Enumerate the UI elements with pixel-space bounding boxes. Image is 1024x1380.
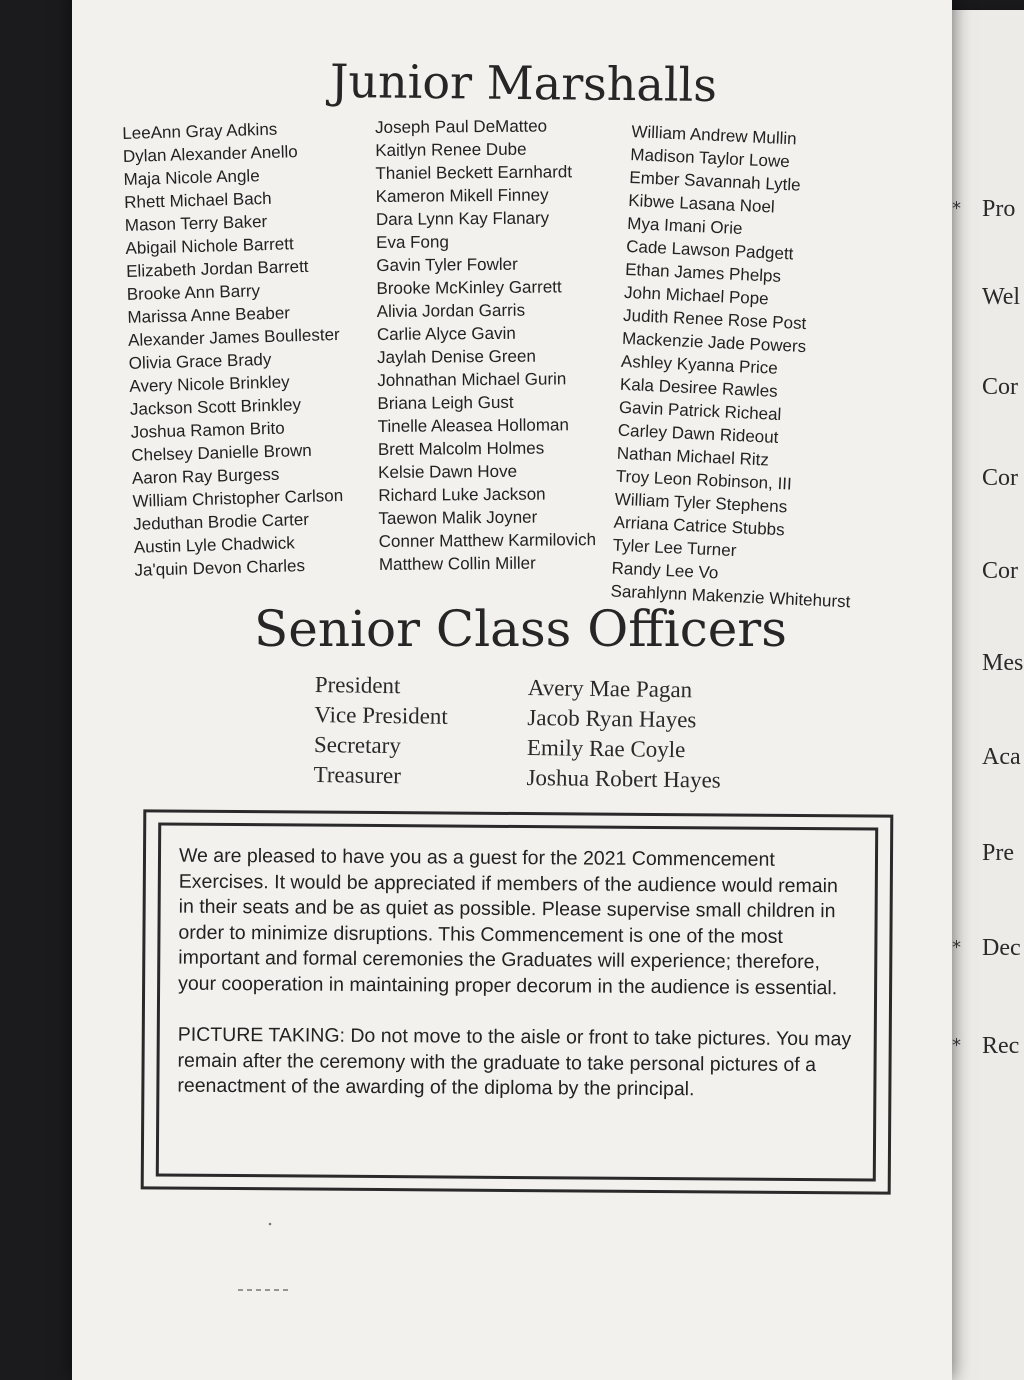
senior-class-officers-title: Senior Class Officers <box>254 600 787 658</box>
print-speck-mark <box>238 1287 294 1293</box>
notice-paragraph-decorum: We are pleased to have you as a guest for the 2021 Commencement Exercises. It would be appreciated if members of the audience would remain in their seats and be as quiet as possible. Please supervise small children in order to minimize disruptions. This Commencement is one of the most important and formal ceremonies the Graduates will experience; therefore, your cooperation in maintaining proper decorum in the audience is essential. <box>178 844 838 999</box>
marshall-name: Thaniel Beckett Earnhardt <box>375 162 573 183</box>
marshall-name: Mason Terry Baker <box>124 211 268 235</box>
marshall-name: Mya Imani Orie <box>626 213 743 239</box>
officer-row <box>313 762 721 798</box>
marshall-name: John Michael Pope <box>623 282 770 309</box>
program-item-fragment: Pro <box>982 196 1016 222</box>
marshall-name: Jeduthan Brodie Carter <box>132 509 310 534</box>
officer-role: Treasurer <box>313 761 402 789</box>
audience-notice-box <box>141 809 894 1194</box>
officer-name: Jacob Ryan Hayes <box>527 704 697 733</box>
marshall-name: William Christopher Carlson <box>132 485 344 511</box>
marshall-name: Marissa Anne Beaber <box>127 303 291 327</box>
marshall-name: Dara Lynn Kay Flanary <box>375 208 550 229</box>
program-item-fragment: Cor <box>982 465 1018 491</box>
star-icon: * <box>952 198 961 219</box>
marshalls-column-3 <box>610 120 872 613</box>
marshall-name: Kameron Mikell Finney <box>375 185 549 206</box>
marshall-name: William Tyler Stephens <box>614 489 788 517</box>
marshall-name: Brooke Ann Barry <box>126 281 261 304</box>
marshall-name: Randy Lee Vo <box>611 558 719 583</box>
marshall-name: Ashley Kyanna Price <box>620 351 779 378</box>
marshall-name: Jackson Scott Brinkley <box>129 395 302 419</box>
marshall-name: Tinelle Aleasea Holloman <box>377 415 569 436</box>
officer-role: Secretary <box>313 731 401 759</box>
marshall-name: Ethan James Phelps <box>624 259 782 286</box>
officer-name: Emily Rae Coyle <box>526 734 686 763</box>
marshall-name: Alexander James Boullester <box>127 325 340 350</box>
marshall-name: Carley Dawn Rideout <box>617 420 779 447</box>
program-item-fragment: Mes <box>982 650 1024 676</box>
marshall-name: Troy Leon Robinson, III <box>615 466 793 494</box>
marshall-name: Kibwe Lasana Noel <box>627 190 776 217</box>
marshall-name: Ember Savannah Lytle <box>628 167 802 195</box>
marshall-name: Judith Renee Rose Post <box>622 305 807 334</box>
program-item-fragment: Aca <box>982 744 1021 770</box>
marshall-name: Sarahlynn Makenzie Whitehurst <box>610 581 851 612</box>
marshall-name: Brooke McKinley Garrett <box>376 277 562 298</box>
marshall-name: Austin Lyle Chadwick <box>133 533 296 557</box>
marshall-name: Conner Matthew Karmilovich <box>378 530 597 551</box>
marshall-name: Matthew Collin Miller <box>378 553 536 574</box>
program-item-fragment: Pre <box>982 840 1014 866</box>
notice-paragraph-picture-taking: PICTURE TAKING: Do not move to the aisle or front to take pictures. You may remain after the ceremony with the graduate to take personal pictures of a reenactment of the awarding of the diploma by the principal. <box>177 1023 852 1101</box>
marshall-name: LeeAnn Gray Adkins <box>122 119 278 143</box>
marshall-name: Kala Desiree Rawles <box>619 374 779 401</box>
marshall-name: Rhett Michael Bach <box>123 188 272 212</box>
marshall-name: Maja Nicole Angle <box>123 166 260 189</box>
marshall-name: Olivia Grace Brady <box>128 349 272 373</box>
program-item-fragment: Cor <box>982 558 1018 584</box>
program-item-fragment: Dec <box>982 935 1021 961</box>
marshall-name: Richard Luke Jackson <box>378 484 546 505</box>
junior-marshalls-title: Junior Marshalls <box>329 53 718 113</box>
marshall-name: Joshua Ramon Brito <box>130 418 285 442</box>
marshall-name: Cade Lawson Padgett <box>625 236 794 264</box>
marshall-name: Briana Leigh Gust <box>377 392 514 413</box>
officers-list <box>313 672 722 798</box>
star-icon: * <box>952 937 961 958</box>
marshall-name: Nathan Michael Ritz <box>616 443 770 470</box>
marshall-name: Johnathan Michael Gurin <box>377 369 567 390</box>
marshall-name: Aaron Ray Burgess <box>131 464 280 488</box>
marshall-name: Gavin Tyler Fowler <box>376 254 518 275</box>
program-item-fragment: Wel <box>982 284 1021 310</box>
marshall-name: Elizabeth Jordan Barrett <box>125 256 309 281</box>
officer-role: President <box>314 672 401 699</box>
audience-notice-inner-border <box>156 822 878 1181</box>
marshall-name: Joseph Paul DeMatteo <box>375 116 548 137</box>
program-item-fragment: Cor <box>982 374 1018 400</box>
marshall-name: Dylan Alexander Anello <box>122 142 299 166</box>
marshall-name: Alivia Jordan Garris <box>376 300 526 321</box>
marshall-name: Kaitlyn Renee Dube <box>375 139 527 160</box>
marshall-name: William Andrew Mullin <box>631 121 798 149</box>
star-icon: * <box>952 1035 961 1056</box>
officer-role: Vice President <box>314 701 448 729</box>
marshall-name: Eva Fong <box>376 232 449 252</box>
marshall-name: Chelsey Danielle Brown <box>131 440 312 465</box>
marshall-name: Avery Nicole Brinkley <box>129 372 290 396</box>
marshall-name: Tyler Lee Turner <box>612 535 737 561</box>
marshall-name: Kelsie Dawn Hove <box>378 461 518 482</box>
marshall-name: Abigail Nichole Barrett <box>125 234 294 258</box>
officer-name: Joshua Robert Hayes <box>526 764 721 793</box>
marshall-name: Gavin Patrick Richeal <box>618 397 782 425</box>
program-item-fragment: Rec <box>982 1033 1020 1059</box>
marshall-name: Arriana Catrice Stubbs <box>613 512 786 540</box>
marshall-name: Taewon Malik Joyner <box>378 507 538 528</box>
marshall-name: Carlie Alyce Gavin <box>376 323 516 344</box>
marshall-name: Jaylah Denise Green <box>377 346 536 367</box>
print-speck-dot <box>268 1222 272 1226</box>
marshall-name: Madison Taylor Lowe <box>630 144 791 172</box>
officer-name: Avery Mae Pagan <box>527 674 693 703</box>
marshall-name: Ja'quin Devon Charles <box>134 556 306 580</box>
marshalls-column-2 <box>375 114 596 576</box>
marshall-name: Mackenzie Jade Powers <box>621 328 807 357</box>
marshalls-column-1 <box>122 116 346 582</box>
marshall-name: Brett Malcolm Holmes <box>377 438 545 459</box>
